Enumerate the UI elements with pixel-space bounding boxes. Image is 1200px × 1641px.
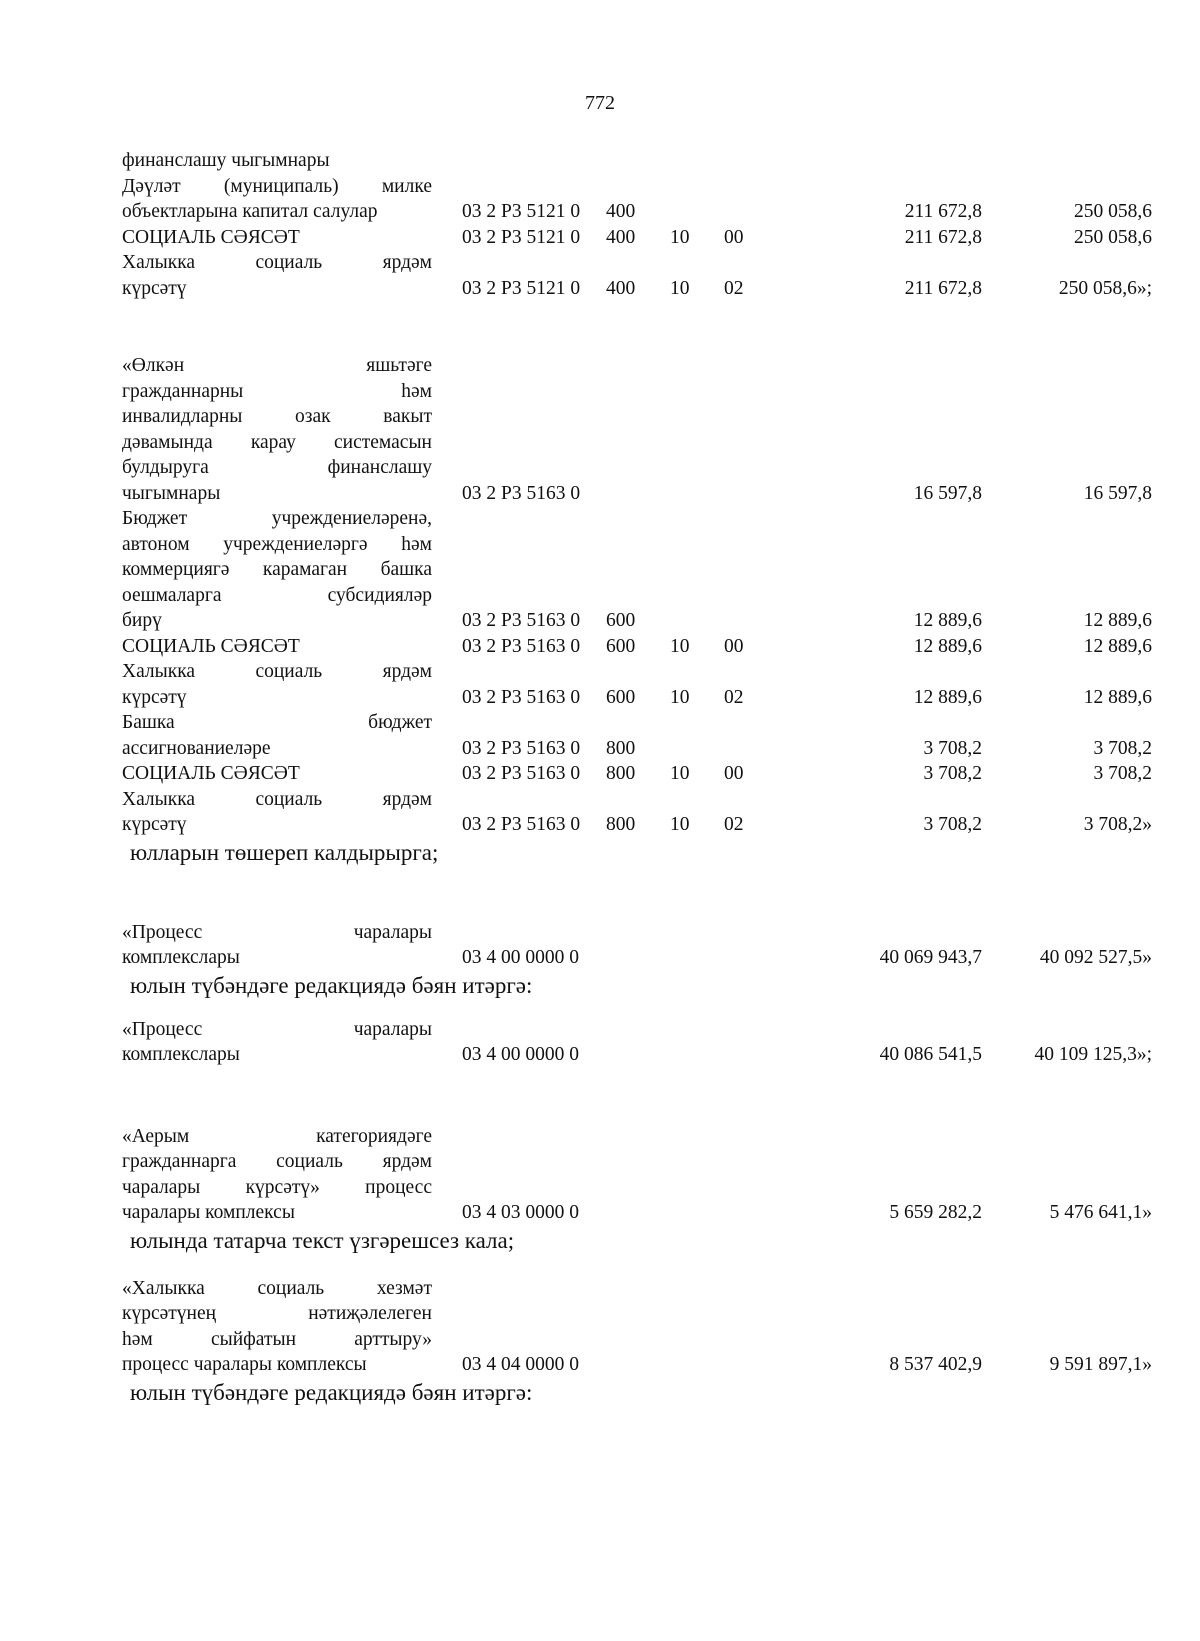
amount-year-2: 3 708,2» (1083, 814, 1152, 835)
row-name (122, 787, 432, 838)
target-code: 03 2 Р3 5163 0 (462, 610, 581, 631)
subsection: 00 (724, 226, 744, 248)
row-name-line: чаралары комплексы (122, 1202, 295, 1223)
row-name (122, 225, 432, 251)
amount-year-1: 211 672,8 (904, 226, 982, 248)
expense-type: 800 (606, 737, 636, 759)
row-name-line: ассигнованиеләре (122, 737, 271, 759)
row-name-line: «Халыкка социаль хезмәт (122, 1277, 432, 1299)
table-row (0, 1124, 1200, 1226)
row-name (122, 148, 432, 174)
table-row (0, 148, 1200, 174)
table-row (0, 659, 1200, 710)
section: 10 (670, 226, 690, 248)
row-name-line: гражданнарны һәм (122, 380, 432, 402)
row-name (122, 710, 432, 761)
section: 10 (670, 763, 690, 784)
amount-year-1: 211 672,8 (904, 277, 982, 299)
table-row (0, 250, 1200, 301)
row-name-line: гражданнарга социаль ярдәм (122, 1151, 432, 1172)
row-name-line: чаралары күрсәтү» процесс (122, 1176, 432, 1198)
amendment-note: юлында татарча текст үзгәрешсез кала; (130, 1227, 515, 1253)
table-row (0, 787, 1200, 838)
row-name-line: СОЦИАЛЬ СӘЯСӘТ (122, 226, 300, 248)
amount-year-2: 40 092 527,5» (1039, 947, 1152, 968)
budget-block (0, 920, 1200, 1001)
expense-type: 800 (606, 814, 636, 835)
amount-year-1: 12 889,6 (913, 610, 982, 631)
row-name-line: күрсәтү (122, 814, 187, 835)
page-number: 772 (585, 92, 615, 114)
row-name-line: күрсәтү (122, 277, 187, 299)
table-row (0, 1017, 1200, 1068)
row-name-line: «Процесс чаралары (122, 921, 432, 943)
target-code: 03 2 Р3 5163 0 (462, 814, 581, 835)
amount-year-1: 3 708,2 (923, 814, 982, 835)
row-name-line: «Аерым категориядәге (122, 1125, 432, 1147)
row-name-line: коммерциягә карамаган башка (122, 559, 432, 580)
target-code: 03 4 00 0000 0 (462, 1044, 579, 1065)
row-name (122, 920, 432, 971)
row-name (122, 1124, 432, 1226)
row-name (122, 353, 432, 506)
target-code: 03 4 00 0000 0 (462, 947, 579, 968)
expense-type: 400 (606, 226, 636, 248)
row-name-line: күрсәтүнең нәтиҗәлелеген (122, 1303, 432, 1324)
subsection: 02 (724, 814, 744, 835)
table-row (0, 353, 1200, 506)
expense-type: 800 (606, 763, 636, 784)
amount-year-2: 3 708,2 (1093, 737, 1152, 759)
expense-type: 600 (606, 610, 636, 631)
amendment-note: юлларын төшереп калдырырга; (130, 839, 439, 865)
row-name (122, 250, 432, 301)
subsection: 00 (724, 763, 744, 784)
amount-year-2: 12 889,6 (1083, 635, 1152, 657)
amount-year-2: 5 476 641,1» (1049, 1202, 1152, 1223)
target-code: 03 2 Р3 5163 0 (462, 635, 581, 657)
table-row (0, 506, 1200, 634)
row-name (122, 634, 432, 660)
table-row (0, 761, 1200, 787)
amount-year-2: 12 889,6 (1083, 610, 1152, 631)
subsection: 02 (724, 277, 744, 299)
expense-type: 600 (606, 635, 636, 657)
target-code: 03 4 03 0000 0 (462, 1202, 579, 1223)
amount-year-1: 211 672,8 (904, 201, 982, 222)
row-name-line: объектларына капитал салулар (122, 201, 378, 222)
target-code: 03 4 04 0000 0 (462, 1354, 579, 1375)
amendment-note: юлын түбәндәге редакциядә бәян итәргә: (130, 1379, 533, 1405)
row-name-line: Халыкка социаль ярдәм (122, 788, 432, 810)
row-name (122, 506, 432, 634)
row-name-line: СОЦИАЛЬ СӘЯСӘТ (122, 763, 300, 784)
budget-block (0, 1124, 1200, 1256)
row-name-line: Дәүләт (муниципаль) милке (122, 175, 432, 197)
row-name-line: чыгымнары (122, 482, 221, 504)
amount-year-1: 40 086 541,5 (879, 1044, 982, 1065)
section: 10 (670, 686, 690, 708)
amount-year-1: 12 889,6 (913, 686, 982, 708)
row-name-line: Башка бюджет (122, 712, 432, 733)
table-row (0, 1276, 1200, 1378)
subsection: 02 (724, 686, 744, 708)
row-name-line: бирү (122, 610, 162, 631)
section: 10 (670, 635, 690, 657)
table-row (0, 710, 1200, 761)
row-name (122, 174, 432, 225)
section: 10 (670, 814, 690, 835)
budget-block (0, 1017, 1200, 1068)
row-name-line: «Өлкән яшьтәге (122, 355, 432, 376)
expense-type: 600 (606, 686, 636, 708)
amount-year-2: 12 889,6 (1083, 686, 1152, 708)
amount-year-2: 40 109 125,3»; (1034, 1044, 1152, 1065)
row-name-line: процесс чаралары комплексы (122, 1354, 367, 1375)
amount-year-2: 250 058,6»; (1058, 277, 1152, 299)
target-code: 03 2 Р3 5121 0 (462, 201, 581, 222)
target-code: 03 2 Р3 5121 0 (462, 226, 581, 248)
row-name-line: «Процесс чаралары (122, 1018, 432, 1040)
row-name-line: һәм сыйфатын арттыру» (122, 1328, 432, 1350)
target-code: 03 2 Р3 5121 0 (462, 277, 581, 299)
target-code: 03 2 Р3 5163 0 (462, 686, 581, 708)
budget-block (0, 148, 1200, 301)
amount-year-2: 9 591 897,1» (1049, 1354, 1152, 1375)
amount-year-1: 3 708,2 (923, 763, 982, 784)
table-row (0, 174, 1200, 225)
row-name-line: автоном учреждениеләргә һәм (122, 533, 432, 555)
amount-year-2: 3 708,2 (1093, 763, 1152, 784)
target-code: 03 2 Р3 5163 0 (462, 737, 581, 759)
amount-year-1: 8 537 402,9 (889, 1354, 982, 1375)
row-name-line: оешмаларга субсидияләр (122, 584, 432, 606)
target-code: 03 2 Р3 5163 0 (462, 482, 581, 504)
table-row (0, 920, 1200, 971)
budget-block (0, 1276, 1200, 1408)
row-name-line: финанслашу чыгымнары (122, 150, 330, 171)
row-name-line: инвалидларны озак вакыт (122, 406, 432, 427)
amount-year-1: 12 889,6 (913, 635, 982, 657)
row-name-line: комплекслары (122, 1044, 240, 1065)
target-code: 03 2 Р3 5163 0 (462, 763, 581, 784)
amount-year-2: 250 058,6 (1074, 226, 1152, 248)
row-name-line: Бюджет учреждениеләренә, (122, 508, 432, 529)
amendment-note: юлын түбәндәге редакциядә бәян итәргә: (130, 972, 533, 998)
budget-block (0, 353, 1200, 868)
amount-year-1: 5 659 282,2 (889, 1202, 982, 1223)
document-body (0, 148, 1200, 1408)
table-row (0, 634, 1200, 660)
row-name (122, 659, 432, 710)
row-name (122, 1017, 432, 1068)
expense-type: 400 (606, 201, 636, 222)
table-row (0, 225, 1200, 251)
row-name-line: булдыруга финанслашу (122, 457, 432, 478)
section: 10 (670, 277, 690, 299)
row-name-line: күрсәтү (122, 686, 187, 708)
row-name-line: комплекслары (122, 947, 240, 968)
row-name-line: Халыкка социаль ярдәм (122, 661, 432, 682)
row-name-line: Халыкка социаль ярдәм (122, 252, 432, 273)
amount-year-1: 16 597,8 (913, 482, 982, 504)
expense-type: 400 (606, 277, 636, 299)
amount-year-2: 250 058,6 (1074, 201, 1152, 222)
row-name-line: СОЦИАЛЬ СӘЯСӘТ (122, 635, 300, 657)
row-name (122, 1276, 432, 1378)
amount-year-1: 40 069 943,7 (879, 947, 982, 968)
row-name-line: дәвамында карау системасын (122, 431, 432, 453)
subsection: 00 (724, 635, 744, 657)
row-name (122, 761, 432, 787)
amount-year-1: 3 708,2 (923, 737, 982, 759)
amount-year-2: 16 597,8 (1083, 482, 1152, 504)
